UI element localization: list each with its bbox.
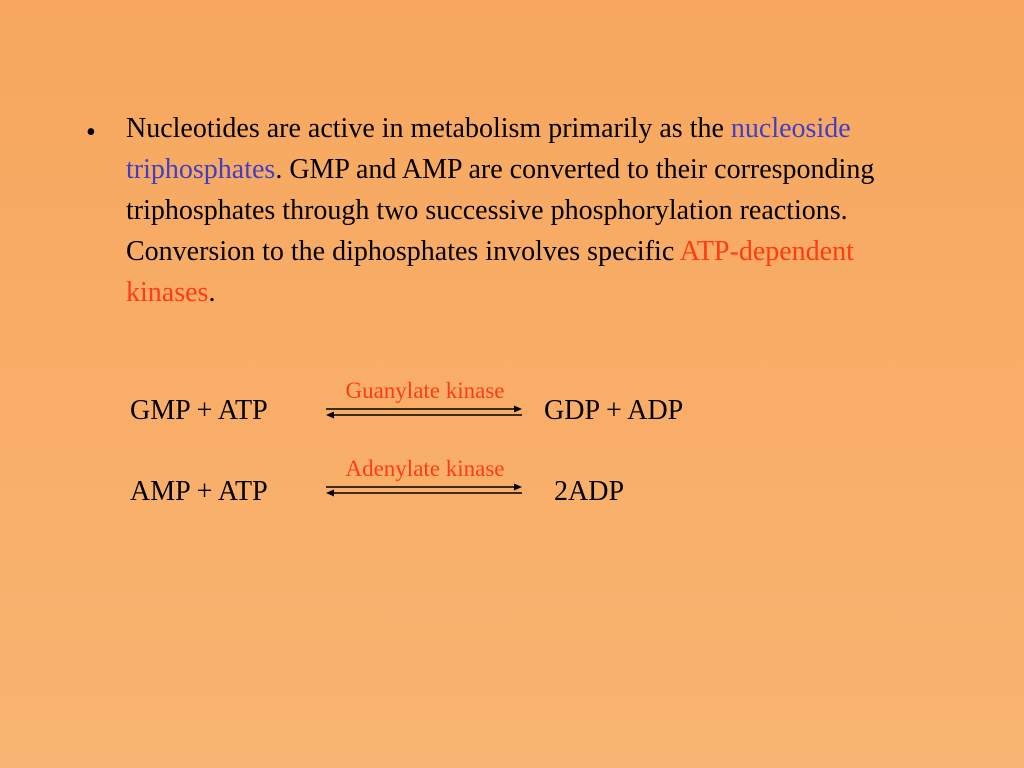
enzyme-label-guanylate-kinase: Guanylate kinase	[345, 378, 505, 403]
reaction-adenylate	[0, 456, 1024, 516]
reactants-gmp-atp: GMP + ATP	[130, 395, 268, 426]
products-gdp-adp: GDP + ADP	[544, 395, 684, 426]
bullet-text-part3: .	[208, 277, 216, 308]
products-2adp: 2ADP	[554, 476, 625, 507]
reaction-guanylate	[0, 378, 1024, 438]
nucleoside-triphosphates-term: nucleoside triphosphates	[126, 113, 851, 185]
bullet-text-part2: . GMP and AMP are converted to their corresponding triphosphates through two successive phosphorylation reactions. Conversion to the diphosphates involves specific	[126, 154, 875, 267]
bullet-text	[126, 108, 936, 313]
reversible-arrow-icon	[324, 483, 524, 497]
reversible-arrow-icon	[324, 405, 524, 419]
reactants-amp-atp: AMP + ATP	[130, 476, 268, 507]
atp-dependent-kinases-term: ATP-dependent kinases	[126, 236, 854, 308]
enzyme-label-adenylate-kinase: Adenylate kinase	[345, 456, 505, 481]
bullet-marker: •	[86, 117, 96, 148]
bullet-text-part1: Nucleotides are active in metabolism primarily as the	[126, 113, 731, 144]
